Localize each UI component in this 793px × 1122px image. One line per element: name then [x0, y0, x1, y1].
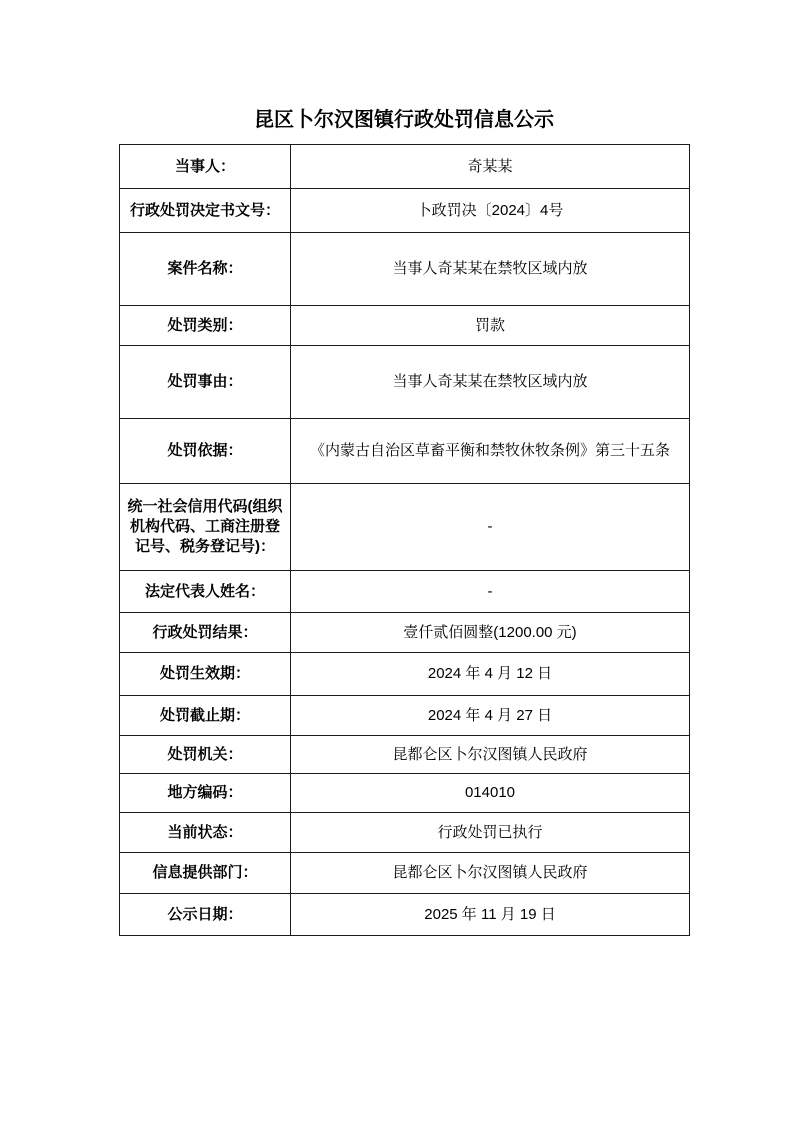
table-row: [120, 189, 690, 233]
row-label: 当前状态：: [120, 813, 291, 853]
table-row: [120, 853, 690, 894]
row-value: -: [291, 571, 690, 613]
row-value: 昆都仑区卜尔汉图镇人民政府: [291, 736, 690, 774]
row-value: 罚款: [291, 306, 690, 346]
row-value: 卜政罚决〔2024〕4号: [291, 189, 690, 233]
table-row: [120, 346, 690, 419]
row-value: 行政处罚已执行: [291, 813, 690, 853]
row-value: 当事人奇某某在禁牧区域内放: [291, 233, 690, 306]
row-label: 处罚事由：: [120, 346, 291, 419]
table-row: [120, 736, 690, 774]
table-row: [120, 233, 690, 306]
row-value: -: [291, 484, 690, 571]
row-value: 昆都仑区卜尔汉图镇人民政府: [291, 853, 690, 894]
table-row: [120, 571, 690, 613]
row-label: 行政处罚结果：: [120, 613, 291, 653]
row-label: 当事人：: [120, 145, 291, 189]
row-label: 法定代表人姓名：: [120, 571, 291, 613]
page-title: 昆区卜尔汉图镇行政处罚信息公示: [254, 109, 554, 131]
table-row: [120, 613, 690, 653]
row-value: 《内蒙古自治区草畜平衡和禁牧休牧条例》第三十五条: [291, 419, 690, 484]
table-row: [120, 696, 690, 736]
table-row: [120, 484, 690, 571]
table-row: [120, 894, 690, 936]
table-row: [120, 653, 690, 696]
row-label: 信息提供部门：: [120, 853, 291, 894]
row-value: 014010: [291, 774, 690, 813]
row-label: 处罚机关：: [120, 736, 291, 774]
table-row: [120, 419, 690, 484]
row-value: 2025 年 11 月 19 日: [291, 894, 690, 936]
table-row: [120, 145, 690, 189]
row-label: 处罚类别：: [120, 306, 291, 346]
row-label: 地方编码：: [120, 774, 291, 813]
row-label: 处罚生效期：: [120, 653, 291, 696]
row-label: 公示日期：: [120, 894, 291, 936]
row-value: 2024 年 4 月 27 日: [291, 696, 690, 736]
row-value: 2024 年 4 月 12 日: [291, 653, 690, 696]
penalty-info-table: [119, 144, 690, 936]
table-row: [120, 813, 690, 853]
row-label: 案件名称：: [120, 233, 291, 306]
table-row: [120, 774, 690, 813]
row-label: 处罚截止期：: [120, 696, 291, 736]
table-row: [120, 306, 690, 346]
row-label: 行政处罚决定书文号：: [120, 189, 291, 233]
row-value: 壹仟贰佰圆整(1200.00 元): [291, 613, 690, 653]
row-value: 奇某某: [291, 145, 690, 189]
row-label: 统一社会信用代码(组织机构代码、工商注册登记号、税务登记号)：: [120, 484, 291, 571]
row-value: 当事人奇某某在禁牧区域内放: [291, 346, 690, 419]
row-label: 处罚依据：: [120, 419, 291, 484]
